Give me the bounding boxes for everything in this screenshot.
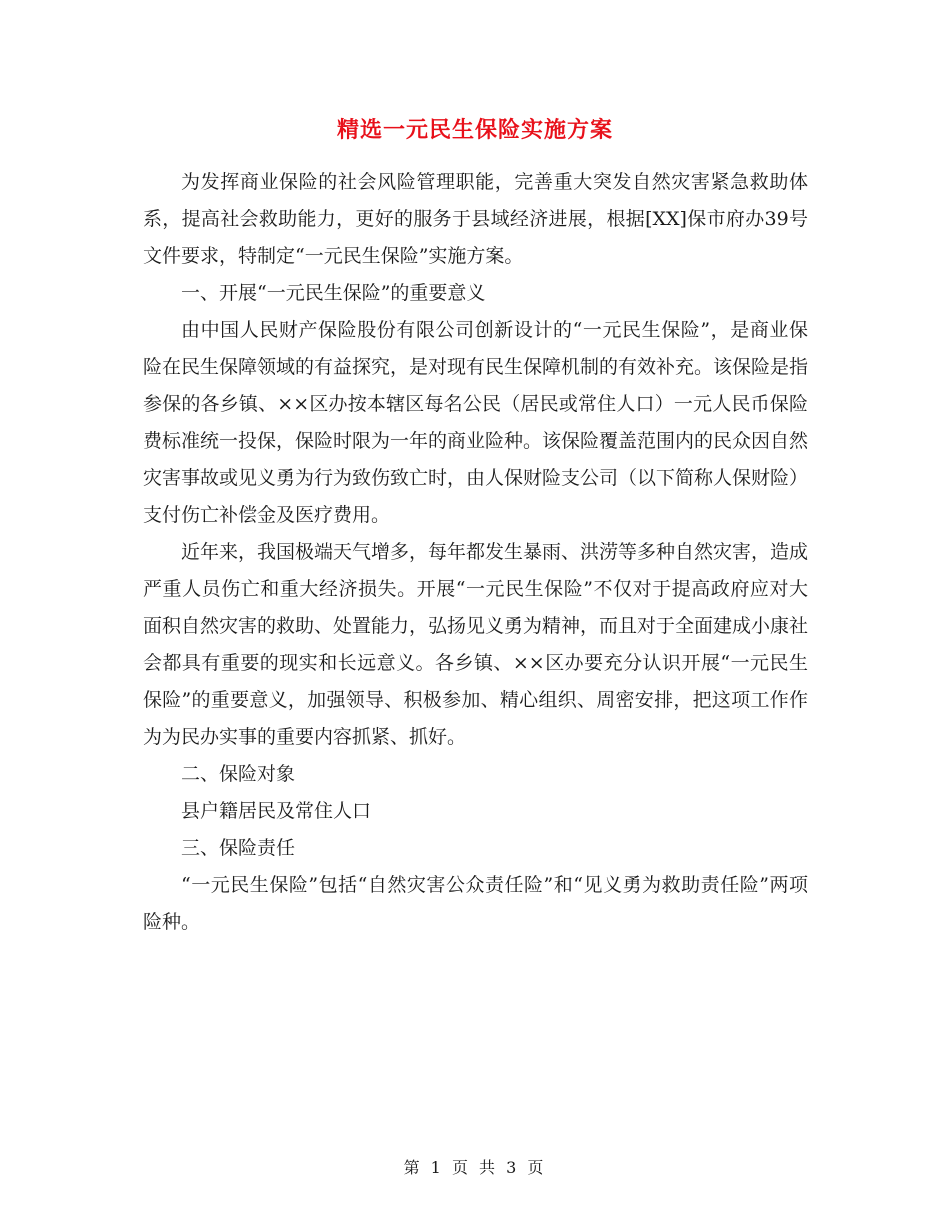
section-heading-3: 三、保险责任 xyxy=(181,837,296,859)
page-footer: 第 1 页 共 3 页 xyxy=(403,1158,547,1177)
section-heading-2: 二、保险对象 xyxy=(181,763,296,785)
paragraph-intro: 为发挥商业保险的社会风险管理职能，完善重大突发自然灾害紧急救助体系，提高社会救助能力，更好的服务于县域经济进展，根据[XX]保市府办39号文件要求，特制定“一元民生保险”实施方案。 xyxy=(143,171,808,267)
paragraph-background: 近年来，我国极端天气增多，每年都发生暴雨、洪涝等多种自然灾害，造成严重人员伤亡和重大经济损失。开展“一元民生保险”不仅对于提高政府应对大面积自然灾害的救助、处置能力，弘扬见义勇为精神，而且对于全面建成小康社会都具有重要的现实和长远意义。各乡镇、××区办要充分认识开展“一元民生保险”的重要意义，加强领导、积极参加、精心组织、周密安排，把这项工作作为为民办实事的重要内容抓紧、抓好。 xyxy=(143,541,809,748)
section-heading-1: 一、开展“一元民生保险”的重要意义 xyxy=(181,282,486,304)
paragraph-liability: “一元民生保险”包括“自然灾害公众责任险”和“见义勇为救助责任险”两项险种。 xyxy=(143,874,808,933)
paragraph-insured-objects: 县户籍居民及常住人口 xyxy=(181,800,372,822)
document-body xyxy=(143,164,808,941)
document-title: 精选一元民生保险实施方案 xyxy=(336,117,613,143)
paragraph-significance: 由中国人民财产保险股份有限公司创新设计的“一元民生保险”，是商业保险在民生保障领域的有益探究，是对现有民生保障机制的有效补充。该保险是指参保的各乡镇、××区办按本辖区每名公民（居民或常住人口）一元人民币保险费标准统一投保，保险时限为一年的商业险种。该保险覆盖范围内的民众因自然灾害事故或见义勇为行为致伤致亡时，由人保财险支公司（以下简称人保财险）支付伤亡补偿金及医疗费用。 xyxy=(143,319,809,526)
